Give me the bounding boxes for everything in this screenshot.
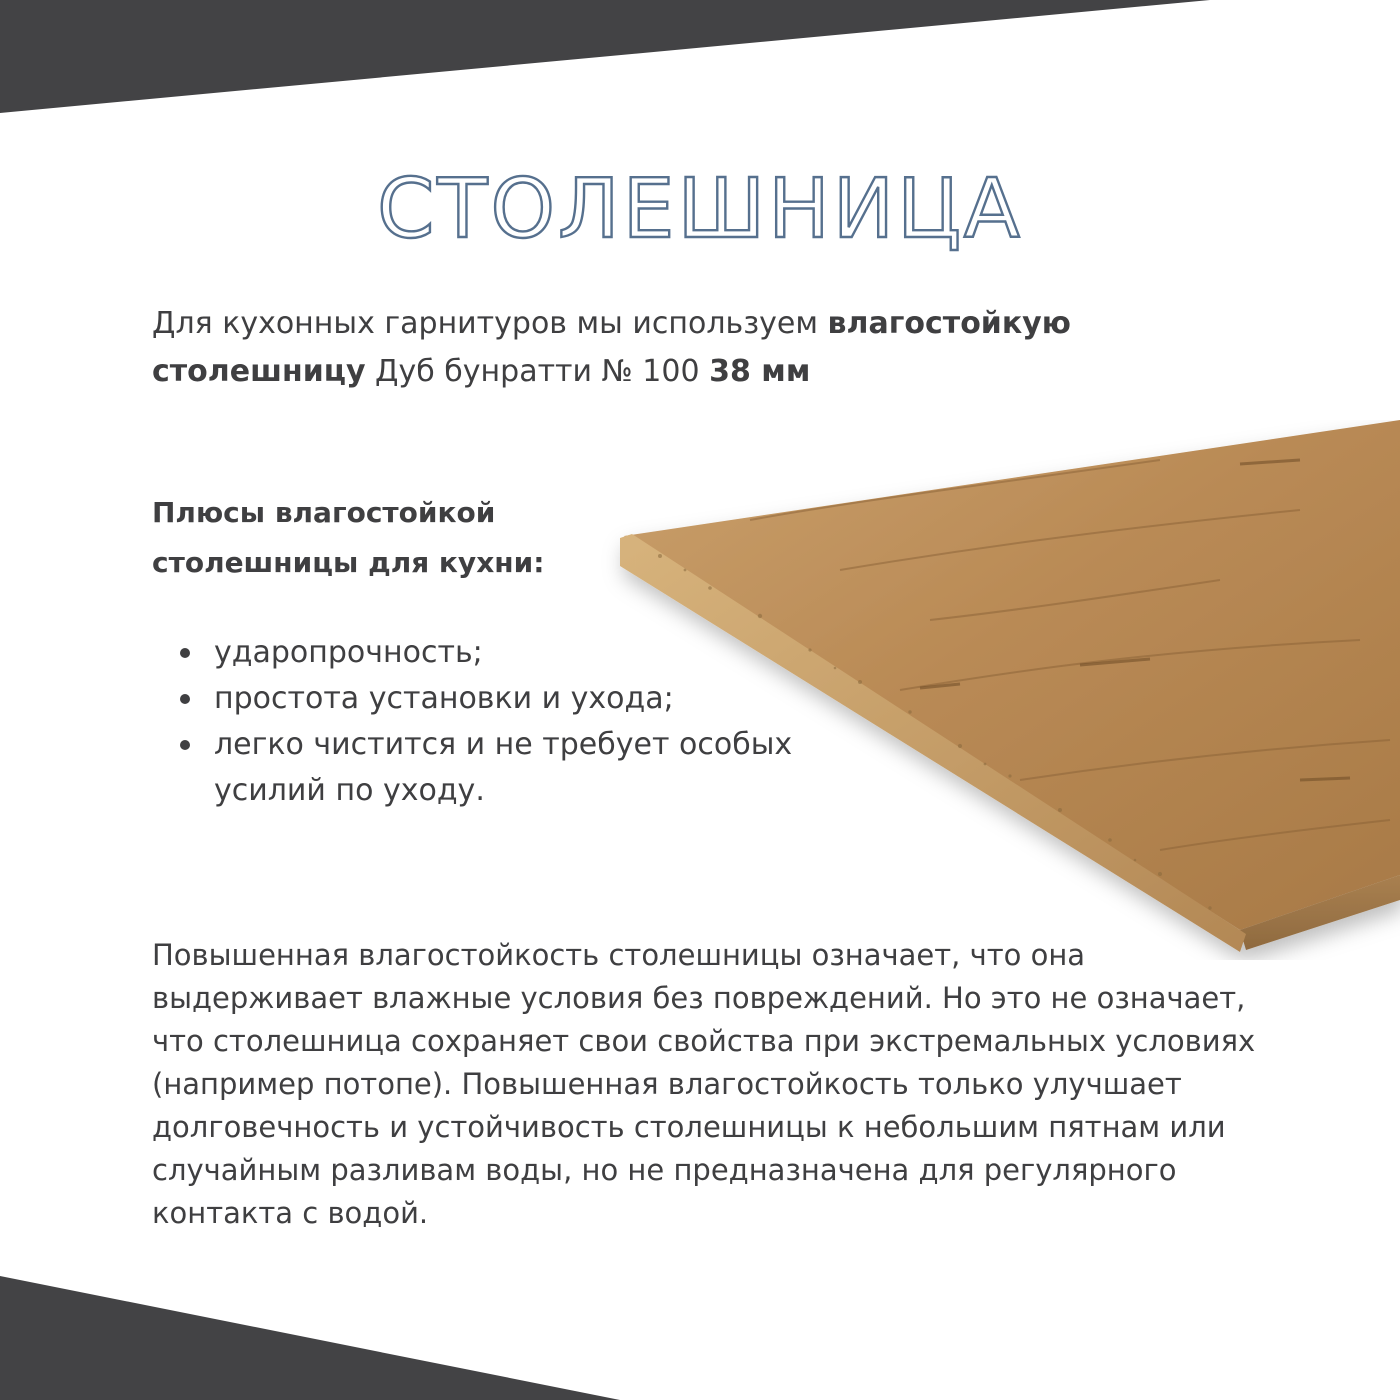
page-title: СТОЛЕШНИЦА	[377, 162, 1023, 257]
intro-part-1: Для кухонных гарнитуров мы используем	[152, 306, 828, 341]
bullet-icon	[180, 648, 190, 658]
description-paragraph: Повышенная влагостойкость столешницы означает, что она выдерживает влажные условия без повреждений. Но это не означает, что столешница сохраняет свои свойства при экстремальных условиях (например потопе). Повышенная влагостойкость только улучшает долговечность и устойчивость столешницы к небольшим пятнам или случайным разливам воды, но не предназначена для регулярного контакта с водой.	[152, 938, 1256, 1230]
intro-part-2: Дуб бунратти № 100	[365, 354, 710, 389]
intro-bold-1: влагостойкую столешницу	[152, 306, 1071, 389]
pros-heading: Плюсы влагостойкой столешницы для кухни:	[152, 496, 545, 579]
list-item-text: легко чистится и не требует особых усилий по уходу.	[214, 727, 793, 808]
list-item-text: ударопрочность;	[214, 635, 483, 670]
bottom-dark-band	[0, 1276, 620, 1400]
list-item-text: простота установки и ухода;	[214, 681, 674, 716]
bullet-icon	[180, 740, 190, 750]
bullet-icon	[180, 694, 190, 704]
countertop-image	[600, 420, 1400, 960]
intro-bold-2: 38 мм	[709, 354, 811, 389]
board-top-surface	[624, 420, 1400, 930]
top-dark-band	[0, 0, 1210, 113]
intro-text	[152, 300, 1252, 396]
